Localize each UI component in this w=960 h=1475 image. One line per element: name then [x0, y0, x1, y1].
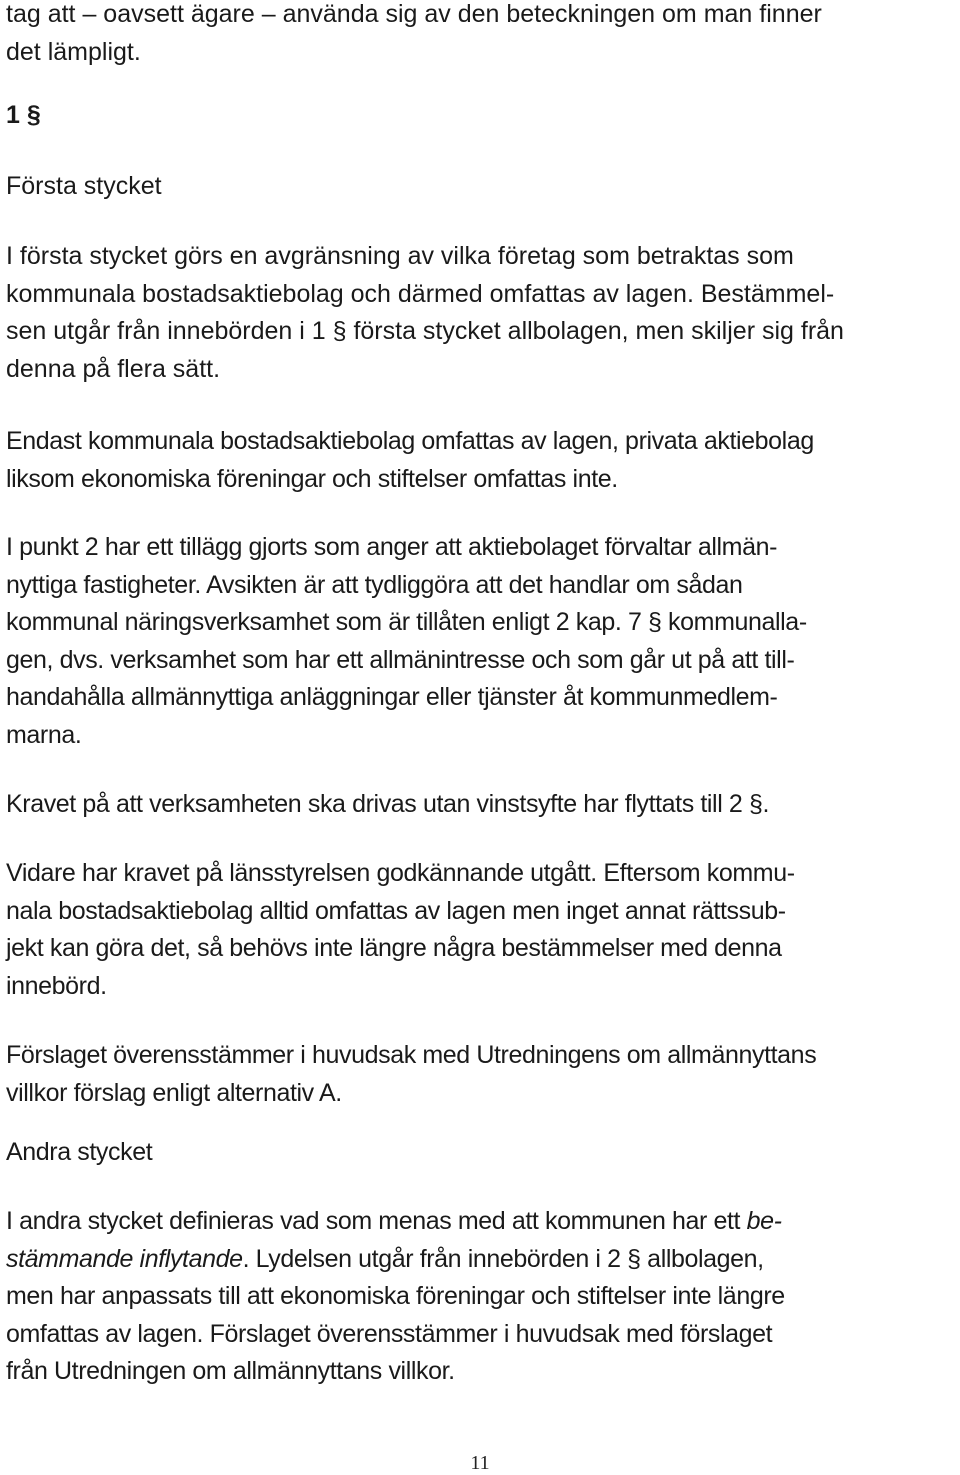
text-line: nyttiga fastigheter. Avsikten är att tydliggöra att det handlar om sådan — [6, 570, 743, 599]
text-line: kommunal näringsverksamhet som är tillåten enligt 2 kap. 7 § kommunalla- — [6, 608, 807, 636]
text-segment: . Lydelsen utgår från innebörden i 2 § allbolagen, — [242, 1244, 764, 1273]
text-line: Kravet på att verksamheten ska drivas utan vinstsyfte har flyttats till 2 §. — [6, 790, 770, 818]
text-line: tag att – oavsett ägare – använda sig av den beteckningen om man finner — [6, 0, 822, 28]
text-line: Förslaget överensstämmer i huvudsak med Utredningens om allmännyttans — [6, 1041, 817, 1069]
text-line: villkor förslag enligt alternativ A. — [6, 1078, 342, 1107]
text-line: jekt kan göra det, så behövs inte längre några bestämmelser med denna — [6, 934, 782, 962]
paragraph-scope — [6, 238, 844, 388]
paragraph-controlling-influence — [6, 1203, 785, 1391]
text-line: men har anpassats till att ekonomiska föreningar och stiftelser inte längre — [6, 1282, 785, 1310]
paragraph-point-two — [6, 529, 807, 754]
text-line — [6, 1241, 785, 1279]
text-line — [6, 1203, 785, 1241]
text-line: handahålla allmännyttiga anläggningar eller tjänster åt kommunmedlem- — [6, 683, 778, 711]
text-line: från Utredningen om allmännyttans villkor. — [6, 1357, 455, 1385]
paragraph-continuation — [6, 0, 822, 71]
section-heading: 1 § — [6, 101, 41, 129]
text-segment: I andra stycket definieras vad som menas med att kommunen har ett — [6, 1207, 747, 1235]
text-line: omfattas av lagen. Förslaget överensstämmer i huvudsak med förslaget — [6, 1319, 773, 1348]
text-line: nala bostadsaktiebolag alltid omfattas av lagen men inget annat rättssub- — [6, 896, 786, 925]
text-line: innebörd. — [6, 971, 107, 1000]
text-line: liksom ekonomiska föreningar och stiftelser omfattas inte. — [6, 464, 618, 493]
text-segment-italic: stämmande inflytande — [6, 1244, 243, 1273]
text-line: denna på flera sätt. — [6, 354, 221, 383]
text-line: marna. — [6, 720, 82, 749]
text-line: gen, dvs. verksamhet som har ett allmänintresse och som går ut på att till- — [6, 645, 795, 674]
text-line: Endast kommunala bostadsaktiebolag omfattas av lagen, privata aktiebolag — [6, 427, 814, 455]
text-line: det lämpligt. — [6, 37, 141, 66]
text-line: sen utgår från innebörden i 1 § första stycket allbolagen, men skiljer sig från — [6, 317, 844, 345]
paragraph-proposal-agreement — [6, 1037, 816, 1112]
text-line: I punkt 2 har ett tillägg gjorts som anger att aktiebolaget förvaltar allmän- — [6, 533, 778, 561]
text-line: Vidare har kravet på länsstyrelsen godkännande utgått. Eftersom kommu- — [6, 859, 795, 887]
paragraph-profit-requirement — [6, 786, 769, 824]
subheading-first-paragraph: Första stycket — [6, 172, 162, 200]
text-line: kommunala bostadsaktiebolag och därmed omfattas av lagen. Bestämmel- — [6, 279, 835, 308]
page-number: 11 — [470, 1452, 490, 1474]
text-line: I första stycket görs en avgränsning av vilka företag som betraktas som — [6, 242, 794, 270]
text-segment-italic: be- — [746, 1207, 782, 1235]
subheading-second-paragraph: Andra stycket — [6, 1138, 153, 1166]
paragraph-only-municipal — [6, 423, 814, 498]
paragraph-county-approval — [6, 855, 795, 1005]
